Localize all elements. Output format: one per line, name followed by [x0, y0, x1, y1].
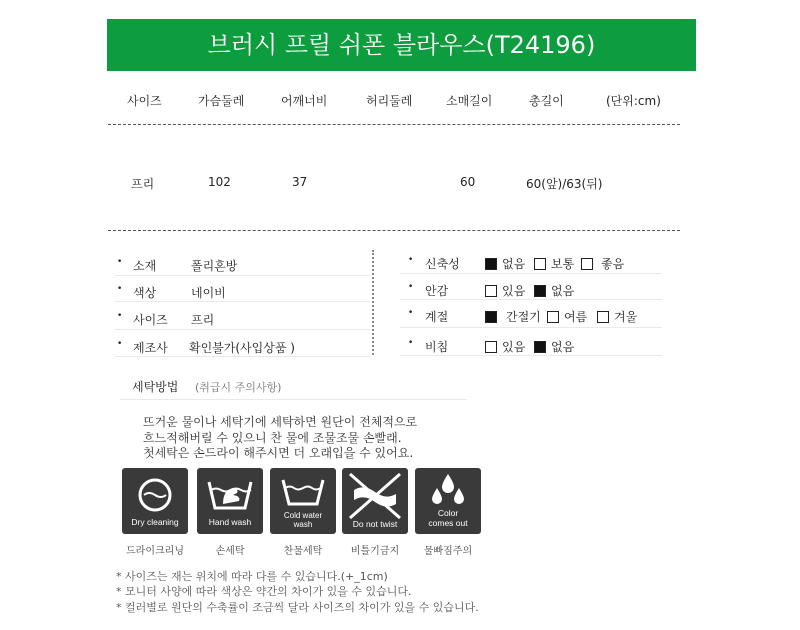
size-header-size: 사이즈	[127, 94, 162, 108]
spec-value: 네이비	[191, 286, 226, 300]
option-sheer-no[interactable]	[534, 338, 574, 355]
hand-wash-icon	[197, 468, 263, 534]
bullet: •	[408, 338, 414, 348]
option-label: 있음	[502, 284, 526, 298]
spec-label: 색상	[133, 286, 157, 300]
washing-text-line: 첫세탁은 손드라이 해주시면 더 오래입을 수 있어요.	[143, 446, 414, 460]
row-divider	[400, 273, 662, 274]
checkbox-checked[interactable]	[534, 285, 546, 297]
washing-divider	[120, 399, 467, 400]
spec-row-manufacturer	[115, 335, 370, 361]
row-divider	[115, 275, 370, 276]
checkbox-checked[interactable]	[485, 311, 497, 323]
bullet: •	[408, 308, 414, 318]
spec-label: 제조사	[133, 341, 168, 355]
icon-caption: 드라이크리닝	[126, 546, 184, 557]
bullet: •	[408, 255, 414, 265]
bullet: •	[117, 257, 123, 267]
product-title: 브러시 프릴 쉬폰 블라우스(T24196)	[207, 31, 596, 59]
checkbox[interactable]	[485, 285, 497, 297]
spec-label: 안감	[425, 284, 449, 298]
option-stretch-none[interactable]	[485, 255, 525, 272]
bullet: •	[117, 284, 123, 294]
checkbox[interactable]	[534, 258, 546, 270]
size-header-length: 총길이	[529, 94, 564, 108]
color-comes-out-icon	[415, 468, 481, 534]
checkbox-checked[interactable]	[485, 258, 497, 270]
option-sheer-yes[interactable]	[485, 338, 525, 355]
washing-subtitle: (취급시 주의사항)	[195, 381, 282, 394]
size-header-chest: 가슴둘레	[198, 94, 245, 108]
icon-label: wash	[293, 520, 313, 529]
note-line: * 컬러별로 원단의 수축률이 조금씩 달라 사이즈의 차이가 있을 수 있습니다.	[116, 601, 479, 614]
washing-text-line: 뜨거운 물이나 세탁기에 세탁하면 원단이 전체적으로	[143, 415, 418, 429]
icon-label: Do not twist	[352, 519, 398, 529]
bullet: •	[408, 282, 414, 292]
spec-value: 폴리혼방	[191, 259, 238, 273]
spec-row-color	[115, 280, 370, 306]
row-divider	[115, 329, 370, 330]
spec-value: 프리	[191, 313, 215, 327]
column-separator	[372, 250, 374, 355]
size-header-waist: 허리둘레	[366, 94, 413, 108]
checkbox[interactable]	[581, 258, 593, 270]
spec-row-lining	[400, 278, 662, 304]
size-header-shoulder: 어깨너비	[281, 94, 328, 108]
spec-label: 비침	[425, 340, 449, 354]
spec-row-sheerness	[400, 334, 662, 360]
icon-caption: 비틀기금지	[350, 546, 400, 557]
row-divider	[400, 355, 662, 356]
dry-cleaning-icon	[122, 468, 188, 534]
spec-label: 사이즈	[133, 313, 168, 327]
option-label: 없음	[551, 340, 575, 354]
size-value-chest: 102	[208, 175, 231, 189]
row-divider	[400, 327, 662, 328]
option-label: 있음	[502, 340, 526, 354]
spec-value: 확인불가(사입상품 )	[189, 341, 295, 355]
row-divider	[400, 299, 662, 300]
option-label: 간절기	[506, 310, 541, 324]
option-season-summer[interactable]	[547, 308, 587, 325]
size-value-shoulder: 37	[292, 175, 308, 189]
do-not-twist-icon	[342, 468, 408, 534]
spec-label: 신축성	[425, 257, 460, 271]
checkbox[interactable]	[485, 341, 497, 353]
washing-title: 세탁방법	[132, 380, 179, 394]
row-divider	[115, 301, 370, 302]
spec-label: 계절	[425, 310, 449, 324]
icon-label: Dry cleaning	[131, 517, 179, 527]
cold-water-wash-icon	[270, 468, 336, 534]
icon-label: Hand wash	[208, 517, 252, 527]
table-divider-bottom	[108, 230, 680, 231]
size-unit: (단위:cm)	[606, 94, 661, 108]
icon-label: comes out	[428, 518, 468, 528]
spec-label: 소재	[133, 259, 157, 273]
option-season-between[interactable]	[485, 308, 541, 325]
icon-caption: 손세탁	[215, 546, 245, 557]
size-value-length: 60(앞)/63(뒤)	[526, 177, 603, 191]
bullet: •	[117, 311, 123, 321]
icon-label: Cold water	[283, 511, 323, 520]
option-label: 좋음	[601, 257, 625, 271]
option-lining-yes[interactable]	[485, 282, 525, 299]
note-line: * 사이즈는 재는 위치에 따라 다를 수 있습니다.(+_1cm)	[116, 570, 388, 583]
option-label: 없음	[551, 284, 575, 298]
checkbox[interactable]	[597, 311, 609, 323]
row-divider	[115, 356, 370, 357]
title-banner	[107, 19, 696, 71]
washing-text-line: 흐느적해버릴 수 있으니 찬 물에 조물조물 손빨래.	[143, 431, 402, 445]
size-header-sleeve: 소매길이	[446, 94, 493, 108]
option-season-winter[interactable]	[597, 308, 637, 325]
size-value-sleeve: 60	[460, 175, 476, 189]
option-label: 여름	[564, 310, 588, 324]
option-label: 보통	[551, 257, 575, 271]
icon-caption: 찬물세탁	[283, 546, 323, 557]
option-label: 겨울	[614, 310, 638, 324]
checkbox[interactable]	[547, 311, 559, 323]
table-divider-top	[108, 124, 680, 125]
option-stretch-good[interactable]	[581, 255, 624, 272]
option-stretch-normal[interactable]	[534, 255, 574, 272]
size-value-size: 프리	[131, 177, 155, 191]
note-line: * 모니터 사양에 따라 색상은 약간의 차이가 있을 수 있습니다.	[116, 585, 412, 598]
icon-caption: 물빠짐주의	[423, 546, 473, 557]
option-label: 없음	[502, 257, 526, 271]
option-lining-no[interactable]	[534, 282, 574, 299]
icon-label: Color	[437, 508, 459, 518]
bullet: •	[117, 339, 123, 349]
checkbox-checked[interactable]	[534, 341, 546, 353]
